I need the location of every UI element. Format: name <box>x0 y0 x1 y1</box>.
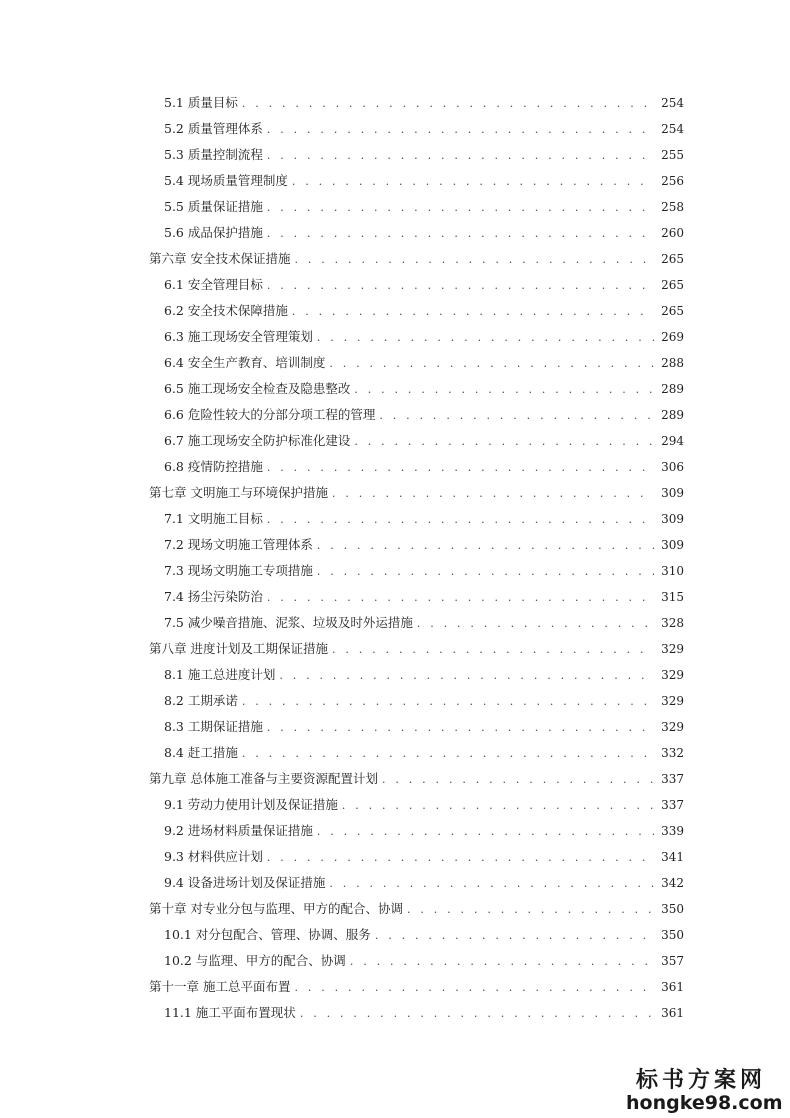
toc-page-number: 265 <box>661 304 684 318</box>
toc-dot-leader <box>267 455 654 481</box>
toc-dot-leader <box>294 975 654 1001</box>
toc-entry-label: 6.3 施工现场安全管理策划 <box>164 324 317 350</box>
toc-page-number: 310 <box>661 564 684 578</box>
toc-entry-label: 5.4 现场质量管理制度 <box>164 168 292 194</box>
toc-dot-leader <box>375 923 654 949</box>
toc-section-row[interactable] <box>0 792 790 818</box>
toc-dot-leader <box>342 793 654 819</box>
toc-entry-label: 6.1 安全管理目标 <box>164 272 267 298</box>
toc-dot-leader <box>329 351 654 377</box>
toc-page-number: 256 <box>661 174 684 188</box>
toc-entry-label: 6.6 危险性较大的分部分项工程的管理 <box>164 402 379 428</box>
toc-page-number: 260 <box>661 226 684 240</box>
toc-page-number: 309 <box>661 486 684 500</box>
toc-entry-label: 6.7 施工现场安全防护标准化建设 <box>164 428 354 454</box>
toc-entry-label: 第六章 安全技术保证措施 <box>149 246 294 272</box>
toc-dot-leader <box>267 143 654 169</box>
toc-section-row[interactable] <box>0 922 790 948</box>
toc-page-number: 315 <box>661 590 684 604</box>
toc-entry-label: 6.5 施工现场安全检查及隐患整改 <box>164 376 354 402</box>
toc-page-number: 309 <box>661 512 684 526</box>
toc-entry-label: 7.5 减少噪音措施、泥浆、垃圾及时外运措施 <box>164 610 417 636</box>
toc-dot-leader <box>267 715 654 741</box>
toc-page-number: 255 <box>661 148 684 162</box>
toc-section-row[interactable] <box>0 194 790 220</box>
toc-entry-label: 第十章 对专业分包与监理、甲方的配合、协调 <box>149 896 407 922</box>
toc-dot-leader <box>317 559 654 585</box>
toc-dot-leader <box>267 845 654 871</box>
toc-chapter-row[interactable] <box>0 766 790 792</box>
toc-dot-leader <box>267 117 654 143</box>
toc-page-number: 329 <box>661 668 684 682</box>
toc-entry-label: 9.1 劳动力使用计划及保证措施 <box>164 792 342 818</box>
toc-section-row[interactable] <box>0 350 790 376</box>
toc-entry-label: 10.1 对分包配合、管理、协调、服务 <box>164 922 375 948</box>
toc-section-row[interactable] <box>0 324 790 350</box>
toc-dot-leader <box>329 871 654 897</box>
toc-dot-leader <box>350 949 654 975</box>
toc-page-number: 361 <box>661 980 684 994</box>
toc-section-row[interactable] <box>0 584 790 610</box>
toc-entry-label: 第十一章 施工总平面布置 <box>149 974 294 1000</box>
toc-dot-leader <box>332 481 654 507</box>
toc-chapter-row[interactable] <box>0 974 790 1000</box>
toc-entry-label: 7.1 文明施工目标 <box>164 506 267 532</box>
toc-entry-label: 11.1 施工平面布置现状 <box>164 1000 300 1026</box>
toc-dot-leader <box>379 403 654 429</box>
table-of-contents <box>0 90 790 1026</box>
toc-page-number: 329 <box>661 720 684 734</box>
toc-entry-label: 8.1 施工总进度计划 <box>164 662 279 688</box>
toc-dot-leader <box>242 91 654 117</box>
toc-page-number: 289 <box>661 382 684 396</box>
toc-section-row[interactable] <box>0 870 790 896</box>
toc-entry-label: 10.2 与监理、甲方的配合、协调 <box>164 948 350 974</box>
toc-entry-label: 6.2 安全技术保障措施 <box>164 298 292 324</box>
toc-entry-label: 5.1 质量目标 <box>164 90 242 116</box>
toc-page-number: 254 <box>661 122 684 136</box>
toc-page-number: 332 <box>661 746 684 760</box>
toc-section-row[interactable] <box>0 610 790 636</box>
toc-chapter-row[interactable] <box>0 896 790 922</box>
toc-entry-label: 5.6 成品保护措施 <box>164 220 267 246</box>
toc-dot-leader <box>407 897 654 923</box>
toc-section-row[interactable] <box>0 428 790 454</box>
toc-dot-leader <box>279 663 654 689</box>
toc-entry-label: 6.8 疫情防控措施 <box>164 454 267 480</box>
toc-entry-label: 9.2 进场材料质量保证措施 <box>164 818 317 844</box>
toc-entry-label: 7.2 现场文明施工管理体系 <box>164 532 317 558</box>
toc-page-number: 269 <box>661 330 684 344</box>
toc-dot-leader <box>417 611 654 637</box>
toc-section-row[interactable] <box>0 714 790 740</box>
toc-chapter-row[interactable] <box>0 636 790 662</box>
toc-section-row[interactable] <box>0 376 790 402</box>
toc-section-row[interactable] <box>0 818 790 844</box>
toc-entry-label: 第八章 进度计划及工期保证措施 <box>149 636 332 662</box>
toc-dot-leader <box>317 819 654 845</box>
toc-entry-label: 6.4 安全生产教育、培训制度 <box>164 350 329 376</box>
toc-page-number: 265 <box>661 278 684 292</box>
toc-page-number: 258 <box>661 200 684 214</box>
toc-section-row[interactable] <box>0 740 790 766</box>
toc-section-row[interactable] <box>0 454 790 480</box>
toc-page-number: 339 <box>661 824 684 838</box>
toc-page-number: 350 <box>661 902 684 916</box>
toc-section-row[interactable] <box>0 90 790 116</box>
toc-entry-label: 8.2 工期承诺 <box>164 688 242 714</box>
toc-page-number: 337 <box>661 798 684 812</box>
watermark-url: hongke98.com <box>626 1092 783 1114</box>
toc-page-number: 329 <box>661 642 684 656</box>
toc-entry-label: 第九章 总体施工准备与主要资源配置计划 <box>149 766 382 792</box>
toc-chapter-row[interactable] <box>0 246 790 272</box>
toc-dot-leader <box>354 429 654 455</box>
toc-dot-leader <box>267 221 654 247</box>
toc-section-row[interactable] <box>0 532 790 558</box>
toc-page-number: 289 <box>661 408 684 422</box>
toc-dot-leader <box>267 507 654 533</box>
toc-dot-leader <box>267 195 654 221</box>
toc-page-number: 328 <box>661 616 684 630</box>
toc-section-row[interactable] <box>0 272 790 298</box>
toc-page-number: 341 <box>661 850 684 864</box>
toc-page-number: 288 <box>661 356 684 370</box>
toc-page-number: 309 <box>661 538 684 552</box>
toc-entry-label: 5.5 质量保证措施 <box>164 194 267 220</box>
toc-dot-leader <box>267 585 654 611</box>
toc-section-row[interactable] <box>0 844 790 870</box>
toc-dot-leader <box>294 247 654 273</box>
toc-page-number: 342 <box>661 876 684 890</box>
toc-dot-leader <box>267 273 654 299</box>
watermark-title: 标书方案网 <box>635 1067 766 1093</box>
toc-page-number: 337 <box>661 772 684 786</box>
toc-dot-leader <box>242 689 654 715</box>
toc-section-row[interactable] <box>0 662 790 688</box>
toc-section-row[interactable] <box>0 402 790 428</box>
toc-entry-label: 9.3 材料供应计划 <box>164 844 267 870</box>
toc-dot-leader <box>382 767 654 793</box>
toc-dot-leader <box>317 325 654 351</box>
toc-dot-leader <box>300 1001 654 1027</box>
toc-entry-label: 7.3 现场文明施工专项措施 <box>164 558 317 584</box>
toc-entry-label: 8.4 赶工措施 <box>164 740 242 766</box>
toc-dot-leader <box>354 377 654 403</box>
toc-section-row[interactable] <box>0 948 790 974</box>
toc-page-number: 350 <box>661 928 684 942</box>
toc-section-row[interactable] <box>0 168 790 194</box>
toc-entry-label: 第七章 文明施工与环境保护措施 <box>149 480 332 506</box>
toc-page-number: 306 <box>661 460 684 474</box>
watermark-logo <box>626 1063 783 1114</box>
toc-dot-leader <box>242 741 654 767</box>
toc-entry-label: 8.3 工期保证措施 <box>164 714 267 740</box>
toc-page-number: 361 <box>661 1006 684 1020</box>
toc-page-number: 357 <box>661 954 684 968</box>
toc-entry-label: 7.4 扬尘污染防治 <box>164 584 267 610</box>
toc-dot-leader <box>292 169 654 195</box>
toc-entry-label: 5.2 质量管理体系 <box>164 116 267 142</box>
toc-section-row[interactable] <box>0 1000 790 1026</box>
toc-dot-leader <box>317 533 654 559</box>
toc-section-row[interactable] <box>0 688 790 714</box>
toc-page-number: 329 <box>661 694 684 708</box>
toc-section-row[interactable] <box>0 506 790 532</box>
toc-page-number: 254 <box>661 96 684 110</box>
toc-section-row[interactable] <box>0 558 790 584</box>
toc-section-row[interactable] <box>0 220 790 246</box>
toc-chapter-row[interactable] <box>0 480 790 506</box>
toc-dot-leader <box>332 637 654 663</box>
toc-section-row[interactable] <box>0 298 790 324</box>
toc-section-row[interactable] <box>0 116 790 142</box>
toc-page-number: 265 <box>661 252 684 266</box>
toc-page-number: 294 <box>661 434 684 448</box>
toc-entry-label: 5.3 质量控制流程 <box>164 142 267 168</box>
toc-section-row[interactable] <box>0 142 790 168</box>
toc-entry-label: 9.4 设备进场计划及保证措施 <box>164 870 329 896</box>
toc-dot-leader <box>292 299 654 325</box>
